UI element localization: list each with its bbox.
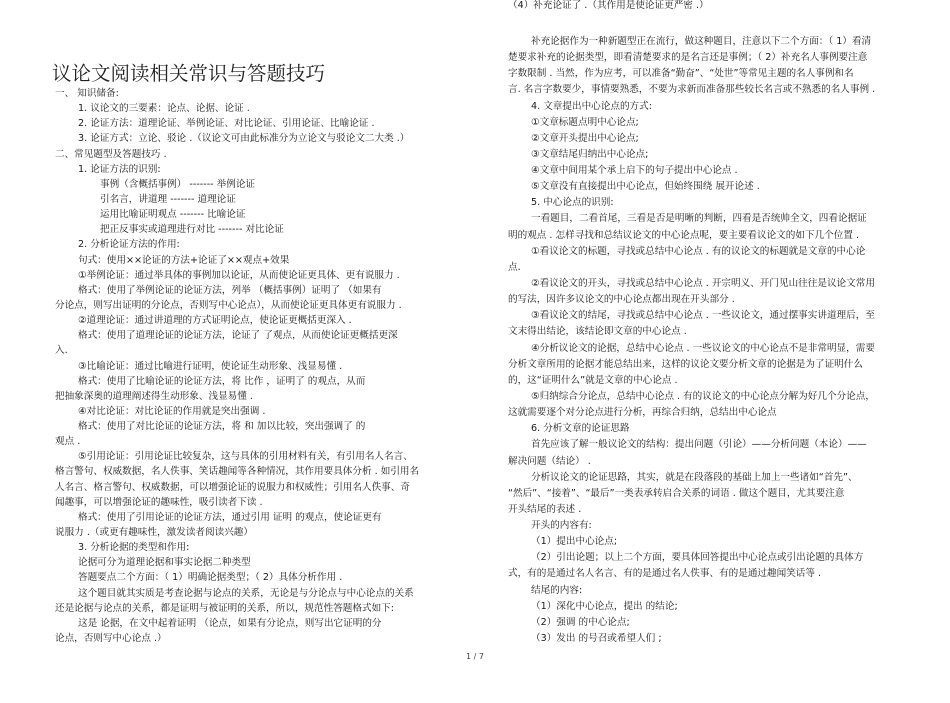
right-line: ③看议论文的结尾，寻找或总结中心论点 . 一些议论文，通过摆事实讲道理后，至 <box>531 310 875 321</box>
left-line: 说服力 .（或更有趣味性，激发读者阅读兴趣） <box>55 527 253 538</box>
left-line: ③比喻论证：通过比喻进行证明，使论证生动形象、浅显易懂 . <box>78 361 343 372</box>
left-line: 论点，否则写中心论点 .） <box>55 633 167 644</box>
left-line: 一、 知识储备: <box>55 88 119 99</box>
left-line: 2. 论证方法：道理论证、举例论证、对比论证、引用论证、比喻论证 . <box>78 118 375 129</box>
right-line: ⑤文章没有直接提出中心论点，但始终围绕 展开论述 . <box>531 181 760 192</box>
right-line: 楚要求补充的论据类型，即看清楚要求的是名言还是事例；（ 2）补充名人事例要注意 <box>508 52 868 63</box>
left-line: 答题要点二个方面：（ 1）明确论据类型；（ 2）具体分析作用 . <box>78 572 343 583</box>
left-line: 2. 分析论证方法的作用: <box>78 239 180 250</box>
right-line: ②看议论文的开头，寻找或总结中心论点 . 开宗明义、开门见山往往是议论文常用 <box>531 278 875 289</box>
left-line: 格言警句、权威数据，名人佚事、笑话趣闻等各种情况，其作用要具体分析 . 如引用名 <box>55 466 420 477</box>
left-line: 这是 论据，在文中起着证明 （论点，如果有分论点，则写出它证明的分 <box>78 618 382 629</box>
left-line: 还是论据与论点的关系，都是证明与被证明的关系，所以，规范性答题格式如下: <box>55 603 395 614</box>
left-line: 二、常见题型及答题技巧 . <box>55 149 167 160</box>
right-line: “然后”、“接着”、“最后”一类表承转启合关系的词语 . 做这个题目，尤其要注意 <box>508 488 845 499</box>
left-line: 引名言，讲道理 ------- 道理论证 <box>100 194 236 205</box>
right-line: 点. <box>508 262 521 273</box>
left-line: 闻趣事，可以增强论证的趣味性，吸引读者下读 . <box>55 497 263 508</box>
right-line: 言. 名言字数要少，事情要熟悉，不要为求新而准备那些较长名言或不熟悉的名人事例 . <box>508 84 876 95</box>
right-line: 式，有的是通过名人名言、有的是通过名人佚事、有的是通过趣闻笑话等 . <box>508 568 822 579</box>
right-line: 4. 文章提出中心论点的方式: <box>531 101 652 112</box>
right-line: （4）补充论证了 .（其作用是使论证更严密 .） <box>508 0 709 11</box>
page-number: 1 / 7 <box>466 652 484 661</box>
left-line: 格式：使用了举例论证的论证方法，列举 （概括事例）证明了 （如果有 <box>78 285 382 296</box>
right-line: 结尾的内容: <box>531 585 583 596</box>
left-line: 入. <box>55 345 68 356</box>
left-line: ⑤引用论证：引用论证比较复杂，这与具体的引用材料有关，有引用名人名言、 <box>78 451 413 462</box>
right-line: ②文章开头提出中心论点; <box>531 133 639 144</box>
right-line: 开头的内容有: <box>531 520 592 531</box>
right-line: 明的观点 . 怎样寻找和总结议论文的中心论点呢，要主要看议论文的如下几个位置 . <box>508 230 860 241</box>
right-line: 分析议论文的论证思路，其实，就是在段落段的基础上加上一些诸如“首先”、 <box>531 472 858 483</box>
right-line: （2）引出论题；以上二个方面，要具体回答提出中心论点或引出论题的具体方 <box>531 552 864 563</box>
right-line: （1）深化中心论点，提出 的结论; <box>531 601 678 612</box>
right-line: 6. 分析文章的论证思路 <box>531 423 630 434</box>
left-line: 这个题目就其实质是考查论据与论点的关系，无论是与分论点与中心论点的关系 <box>78 588 414 599</box>
left-line: 格式：使用了比喻论证的论证方法，将 比作 ，证明了 的观点，从而 <box>78 376 366 387</box>
right-line: （1）提出中心论点; <box>531 536 618 547</box>
right-line: （3）发出 的号召或希望人们 ; <box>531 633 662 644</box>
left-line: ②道理论证：通过讲道理的方式证明论点，使论证更概括更深入 . <box>78 315 352 326</box>
right-line: ⑤归纳综合分论点，总结中心论点 . 有的议论文的中心论点分解为好几个分论点， <box>531 391 875 402</box>
left-line: ④对比论证：对比论证的作用就是突出强调 . <box>78 406 266 417</box>
right-line: 这就需要逐个对分论点进行分析，再综合归纳，总结出中心论点 <box>508 407 777 418</box>
right-line: ③文章结尾归纳出中心论点; <box>531 149 649 160</box>
left-line: 3. 论证方式：立论、驳论 .（议论文可由此标准分为立论文与驳论文二大类 .） <box>78 133 410 144</box>
left-line: 句式：使用××论证的方法+论证了××观点+效果 <box>78 255 290 266</box>
left-line: 论据可分为道理论据和事实论据二种类型 <box>78 557 251 568</box>
document-title: 议论文阅读相关常识与答题技巧 <box>52 62 326 85</box>
right-line: ①看议论文的标题，寻找或总结中心论点 . 有的议论文的标题就是文章的中心论 <box>531 246 866 257</box>
left-line: 运用比喻证明观点 ------- 比喻论证 <box>100 209 246 220</box>
right-line: 补充论据作为一种新题型正在流行，做这种题目，注意以下二个方面：（ 1）看清 <box>531 36 872 47</box>
right-line: ④文章中间用某个承上启下的句子提出中心论点 . <box>531 165 738 176</box>
left-line: 人名言、格言警句、权威数据，可以增强论证的说服力和权威性；引用名人佚事、奇 <box>55 482 410 493</box>
right-line: 一看题目，二看首尾，三看是否是明晰的判断，四看是否统帅全文，四看论据证 <box>531 213 867 224</box>
right-line: 分析文章所用的论据才能总结出来，这样的议论文要分析文章的论据是为了证明什么 <box>508 359 863 370</box>
right-line: ④分析议论文的论据，总结中心论点 . 一些议论文的中心论点不是非常明显，需要 <box>531 343 875 354</box>
right-line: （2）强调 的中心论点; <box>531 617 630 628</box>
left-line: 把正反事实或道理进行对比 ------- 对比论证 <box>100 224 284 235</box>
left-line: 观点 . <box>55 436 81 447</box>
right-line: 的写法，因许多议论文的中心论点都出现在开头部分 . <box>508 294 735 305</box>
left-line: 3. 分析论据的类型和作用: <box>78 542 190 553</box>
right-line: 字数限制 . 当然，作为应考，可以准备“勤奋”、“处世”等常见主题的名人事例和名 <box>508 68 854 79</box>
left-line: 1. 议论文的三要素：论点、论据、论证 . <box>78 103 250 114</box>
left-line: 事例（含概括事例） ------- 举例论证 <box>100 179 256 190</box>
right-line: 解决问题（结论） . <box>508 456 591 467</box>
left-line: 格式：使用了道理论证的论证方法，论证了 了观点，从而使论证更概括更深 <box>78 330 398 341</box>
left-line: ①举例论证：通过举具体的事例加以论证，从而使论证更具体、更有说服力 . <box>78 270 400 281</box>
right-line: 开头结尾的表述 . <box>508 504 582 515</box>
right-line: ①文章标题点明中心论点; <box>531 117 639 128</box>
left-line: 格式：使用了引用论证的论证方法，通过引用 证明 的观点，使论证更有 <box>78 512 382 523</box>
left-line: 分论点，则写出证明的分论点，否则写中心论点），从而使论证更具体更有说服力 . <box>55 300 402 311</box>
left-line: 格式：使用了对比论证的论证方法，将 和 加以比较，突出强调了 的 <box>78 421 366 432</box>
right-line: 首先应该了解一般议论文的结构：提出问题（引论）——分析问题（本论）—— <box>531 439 867 450</box>
left-line: 把抽象深奥的道理阐述得生动形象、浅显易懂 . <box>55 391 253 402</box>
right-line: 5. 中心论点的识别: <box>531 197 614 208</box>
left-line: 1. 论证方法的识别: <box>78 164 161 175</box>
right-line: 的，这“证明什么”就是文章的中心论点 . <box>508 375 678 386</box>
right-line: 文末得出结论，该结论即文章的中心论点 . <box>508 326 687 337</box>
